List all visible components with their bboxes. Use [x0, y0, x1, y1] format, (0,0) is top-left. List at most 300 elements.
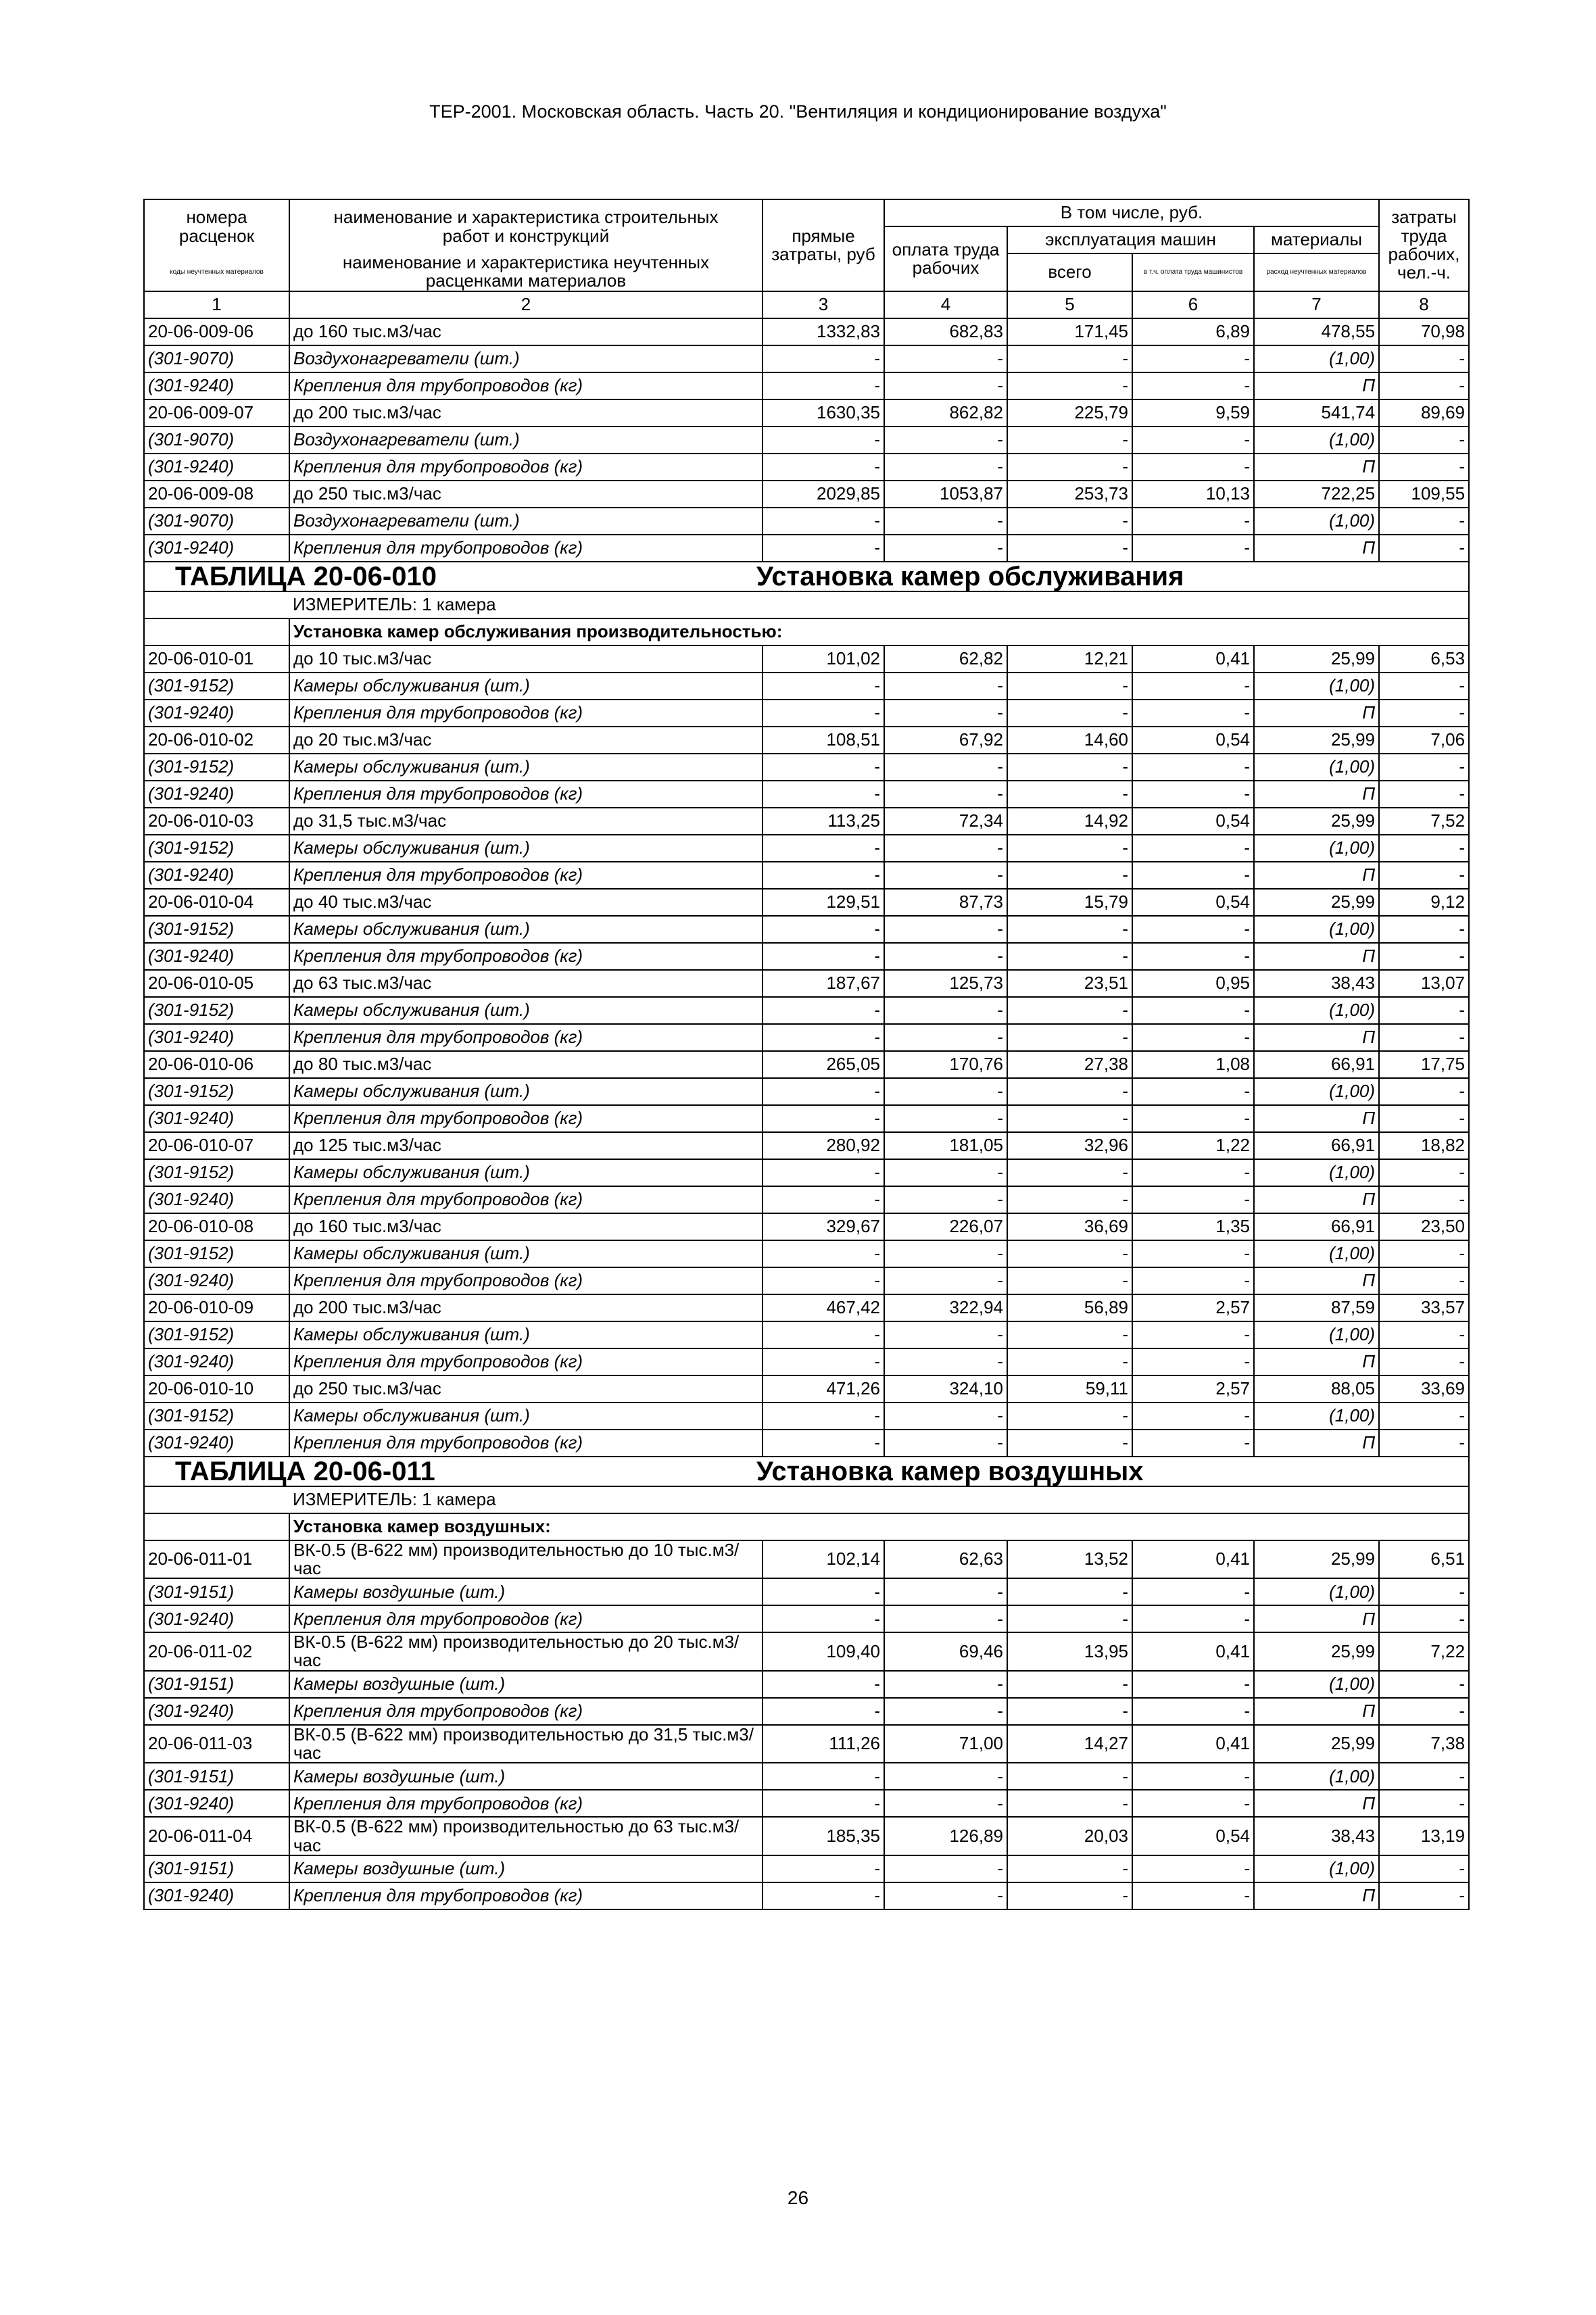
subtitle-label: Установка камер воздушных: — [289, 1513, 1469, 1540]
col-header-materials: материалы — [1254, 226, 1379, 253]
empty-value: - — [763, 1698, 884, 1725]
materials: 25,99 — [1254, 1632, 1379, 1671]
material-code: (301-9070) — [144, 345, 289, 372]
wages: 324,10 — [884, 1375, 1007, 1403]
material-qty: П — [1254, 700, 1379, 727]
empty-value: - — [763, 835, 884, 862]
material-qty: (1,00) — [1254, 1403, 1379, 1430]
material-name: Крепления для трубопроводов (кг) — [289, 535, 763, 562]
labor-hours: 13,19 — [1379, 1817, 1469, 1855]
empty-value: - — [1007, 1240, 1132, 1267]
labor-hours: 9,12 — [1379, 889, 1469, 916]
empty-value: - — [1007, 1159, 1132, 1186]
empty-value: - — [1379, 1430, 1469, 1457]
wages: 62,63 — [884, 1540, 1007, 1579]
rate-code: 20-06-011-03 — [144, 1725, 289, 1763]
material-row — [144, 862, 1469, 889]
material-row — [144, 1763, 1469, 1790]
material-name: Крепления для трубопроводов (кг) — [289, 1430, 763, 1457]
table-title: ТАБЛИЦА 20-06-011 — [175, 1456, 435, 1486]
operators-wages: 9,59 — [1132, 399, 1254, 427]
empty-value: - — [763, 1882, 884, 1909]
material-name: Крепления для трубопроводов (кг) — [289, 1024, 763, 1051]
machines-total: 15,79 — [1007, 889, 1132, 916]
material-code: (301-9240) — [144, 1605, 289, 1632]
table-20-06-010-rows — [144, 645, 1469, 1457]
direct-costs: 265,05 — [763, 1051, 884, 1078]
empty-value: - — [1379, 1240, 1469, 1267]
materials: 25,99 — [1254, 727, 1379, 754]
subtitle-row — [144, 618, 1469, 645]
empty-value: - — [1132, 535, 1254, 562]
material-code: (301-9151) — [144, 1671, 289, 1698]
empty-value: - — [1132, 1698, 1254, 1725]
rate-name: до 10 тыс.м3/час — [289, 645, 763, 673]
machines-total: 13,52 — [1007, 1540, 1132, 1579]
empty-value: - — [763, 1855, 884, 1882]
material-code: (301-9152) — [144, 916, 289, 943]
direct-costs: 185,35 — [763, 1817, 884, 1855]
empty-value: - — [763, 1186, 884, 1213]
empty-value: - — [1132, 1240, 1254, 1267]
wages: 71,00 — [884, 1725, 1007, 1763]
material-qty: (1,00) — [1254, 1159, 1379, 1186]
empty-value: - — [1379, 1790, 1469, 1817]
material-row — [144, 916, 1469, 943]
material-row — [144, 997, 1469, 1024]
section-header-20-06-011 — [144, 1457, 1469, 1486]
materials: 38,43 — [1254, 1817, 1379, 1855]
empty-value: - — [884, 1321, 1007, 1348]
material-qty: П — [1254, 372, 1379, 399]
material-qty: (1,00) — [1254, 1321, 1379, 1348]
empty-value: - — [763, 1105, 884, 1132]
empty-value: - — [1007, 1855, 1132, 1882]
empty-value: - — [884, 1698, 1007, 1725]
empty-value: - — [1132, 1159, 1254, 1186]
material-row — [144, 508, 1469, 535]
machines-total: 12,21 — [1007, 645, 1132, 673]
empty-value: - — [1007, 535, 1132, 562]
empty-value: - — [1132, 1430, 1254, 1457]
material-code: (301-9240) — [144, 1186, 289, 1213]
material-name: Камеры воздушные (шт.) — [289, 1763, 763, 1790]
empty-value: - — [1007, 1578, 1132, 1605]
material-code: (301-9240) — [144, 943, 289, 970]
rate-row — [144, 970, 1469, 997]
materials: 722,25 — [1254, 481, 1379, 508]
empty-value: - — [1132, 508, 1254, 535]
empty-value: - — [1007, 916, 1132, 943]
material-code: (301-9151) — [144, 1763, 289, 1790]
empty-value: - — [1132, 1882, 1254, 1909]
labor-hours: 109,55 — [1379, 481, 1469, 508]
rate-code: 20-06-009-07 — [144, 399, 289, 427]
rate-code: 20-06-010-05 — [144, 970, 289, 997]
rate-name: до 160 тыс.м3/час — [289, 1213, 763, 1240]
material-name: Камеры обслуживания (шт.) — [289, 916, 763, 943]
direct-costs: 187,67 — [763, 970, 884, 997]
rate-code: 20-06-011-01 — [144, 1540, 289, 1579]
machines-total: 32,96 — [1007, 1132, 1132, 1159]
material-code: (301-9151) — [144, 1578, 289, 1605]
operators-wages: 0,41 — [1132, 645, 1254, 673]
material-qty: П — [1254, 862, 1379, 889]
rate-row — [144, 1817, 1469, 1855]
rate-name: до 20 тыс.м3/час — [289, 727, 763, 754]
measure-row — [144, 591, 1469, 618]
page-header: ТЕР-2001. Московская область. Часть 20. "Вентиляция и кондиционирование воздуха" — [429, 101, 1167, 122]
material-name: Камеры обслуживания (шт.) — [289, 1159, 763, 1186]
material-name: Камеры обслуживания (шт.) — [289, 1321, 763, 1348]
material-row — [144, 1105, 1469, 1132]
material-code: (301-9070) — [144, 427, 289, 454]
machines-total: 253,73 — [1007, 481, 1132, 508]
empty-value: - — [1007, 1605, 1132, 1632]
labor-hours: 18,82 — [1379, 1132, 1469, 1159]
empty-value: - — [884, 862, 1007, 889]
machines-total: 56,89 — [1007, 1294, 1132, 1321]
rate-name: до 63 тыс.м3/час — [289, 970, 763, 997]
wages: 62,82 — [884, 645, 1007, 673]
material-code: (301-9240) — [144, 1790, 289, 1817]
empty-value: - — [763, 1430, 884, 1457]
empty-value: - — [884, 835, 1007, 862]
material-qty: (1,00) — [1254, 1078, 1379, 1105]
direct-costs: 101,02 — [763, 645, 884, 673]
empty-value: - — [1132, 1763, 1254, 1790]
empty-value: - — [1132, 1403, 1254, 1430]
col-header-unaccounted: наименование и характеристика неучтенных расценками материалов — [289, 253, 763, 291]
empty-value: - — [1379, 781, 1469, 808]
material-qty: (1,00) — [1254, 916, 1379, 943]
col-header-name: наименование и характеристика строительных работ и конструкций — [289, 199, 763, 253]
empty-value: - — [1379, 372, 1469, 399]
col-header-direct-costs: прямые затраты, руб — [763, 199, 884, 291]
direct-costs: 108,51 — [763, 727, 884, 754]
empty-value: - — [884, 997, 1007, 1024]
material-name: Крепления для трубопроводов (кг) — [289, 1186, 763, 1213]
subtitle-row — [144, 1513, 1469, 1540]
labor-hours: 33,69 — [1379, 1375, 1469, 1403]
material-name: Крепления для трубопроводов (кг) — [289, 1882, 763, 1909]
material-qty: (1,00) — [1254, 1671, 1379, 1698]
direct-costs: 1332,83 — [763, 318, 884, 345]
empty-value: - — [1379, 916, 1469, 943]
material-code: (301-9240) — [144, 1024, 289, 1051]
measure-label: ИЗМЕРИТЕЛЬ: 1 камера — [289, 591, 1469, 618]
empty-value: - — [763, 1403, 884, 1430]
direct-costs: 113,25 — [763, 808, 884, 835]
empty-value: - — [1379, 1882, 1469, 1909]
empty-value: - — [1132, 427, 1254, 454]
empty-value: - — [1132, 1267, 1254, 1294]
material-name: Крепления для трубопроводов (кг) — [289, 454, 763, 481]
empty-value: - — [763, 1763, 884, 1790]
material-qty: П — [1254, 1790, 1379, 1817]
material-row — [144, 427, 1469, 454]
empty-value: - — [1132, 1186, 1254, 1213]
materials: 88,05 — [1254, 1375, 1379, 1403]
rate-name: до 250 тыс.м3/час — [289, 1375, 763, 1403]
operators-wages: 2,57 — [1132, 1294, 1254, 1321]
empty-value: - — [884, 754, 1007, 781]
empty-value: - — [884, 454, 1007, 481]
rate-row — [144, 727, 1469, 754]
rate-name: до 31,5 тыс.м3/час — [289, 808, 763, 835]
section-header-20-06-010 — [144, 562, 1469, 591]
labor-hours: 6,51 — [1379, 1540, 1469, 1579]
empty-value: - — [1379, 862, 1469, 889]
material-name: Крепления для трубопроводов (кг) — [289, 862, 763, 889]
measure-row — [144, 1486, 1469, 1513]
material-code: (301-9240) — [144, 1882, 289, 1909]
empty-value: - — [1132, 1321, 1254, 1348]
empty-value: - — [763, 508, 884, 535]
empty-value: - — [1379, 427, 1469, 454]
empty-value: - — [763, 997, 884, 1024]
material-name: Камеры воздушные (шт.) — [289, 1578, 763, 1605]
material-name: Камеры обслуживания (шт.) — [289, 754, 763, 781]
material-qty: П — [1254, 454, 1379, 481]
operators-wages: 0,54 — [1132, 1817, 1254, 1855]
material-name: Воздухонагреватели (шт.) — [289, 345, 763, 372]
table-name: Установка камер воздушных — [756, 1456, 1144, 1486]
operators-wages: 0,54 — [1132, 889, 1254, 916]
empty-value: - — [1007, 1348, 1132, 1375]
table-title: ТАБЛИЦА 20-06-010 — [175, 561, 437, 591]
rate-name: до 200 тыс.м3/час — [289, 399, 763, 427]
empty-value: - — [1007, 673, 1132, 700]
empty-value: - — [1132, 1105, 1254, 1132]
rate-name: до 80 тыс.м3/час — [289, 1051, 763, 1078]
material-name: Крепления для трубопроводов (кг) — [289, 700, 763, 727]
empty-value: - — [884, 1605, 1007, 1632]
material-code: (301-9240) — [144, 1348, 289, 1375]
material-name: Воздухонагреватели (шт.) — [289, 427, 763, 454]
material-code: (301-9070) — [144, 508, 289, 535]
empty-value: - — [1007, 997, 1132, 1024]
direct-costs: 467,42 — [763, 1294, 884, 1321]
rate-name: ВК-0.5 (В-622 мм) производительностью до 31,5 тыс.м3/час — [289, 1725, 763, 1763]
empty-value: - — [763, 781, 884, 808]
empty-value: - — [1132, 754, 1254, 781]
material-name: Камеры обслуживания (шт.) — [289, 1078, 763, 1105]
empty-value: - — [763, 1240, 884, 1267]
rate-row — [144, 481, 1469, 508]
table-name: Установка камер обслуживания — [756, 561, 1184, 591]
materials: 66,91 — [1254, 1132, 1379, 1159]
material-row — [144, 1578, 1469, 1605]
empty-value: - — [1007, 1790, 1132, 1817]
rate-row — [144, 1132, 1469, 1159]
rate-code: 20-06-010-09 — [144, 1294, 289, 1321]
labor-hours: 7,06 — [1379, 727, 1469, 754]
material-row — [144, 454, 1469, 481]
labor-hours: 70,98 — [1379, 318, 1469, 345]
empty-value: - — [884, 700, 1007, 727]
empty-value: - — [1007, 943, 1132, 970]
empty-value: - — [884, 1882, 1007, 1909]
material-row — [144, 754, 1469, 781]
empty-value: - — [1132, 673, 1254, 700]
material-name: Камеры воздушные (шт.) — [289, 1671, 763, 1698]
material-name: Камеры обслуживания (шт.) — [289, 1240, 763, 1267]
empty-value: - — [1379, 1605, 1469, 1632]
material-code: (301-9152) — [144, 673, 289, 700]
material-name: Камеры воздушные (шт.) — [289, 1855, 763, 1882]
empty-value: - — [1132, 1671, 1254, 1698]
rate-name: до 250 тыс.м3/час — [289, 481, 763, 508]
rate-code: 20-06-010-08 — [144, 1213, 289, 1240]
wages: 126,89 — [884, 1817, 1007, 1855]
empty-value: - — [1379, 1348, 1469, 1375]
material-code: (301-9240) — [144, 700, 289, 727]
operators-wages: 2,57 — [1132, 1375, 1254, 1403]
empty-value: - — [1379, 700, 1469, 727]
material-row — [144, 345, 1469, 372]
measure-label: ИЗМЕРИТЕЛЬ: 1 камера — [289, 1486, 1469, 1513]
rate-row — [144, 1294, 1469, 1321]
machines-total: 27,38 — [1007, 1051, 1132, 1078]
material-row — [144, 700, 1469, 727]
empty-value: - — [884, 1790, 1007, 1817]
empty-value: - — [763, 754, 884, 781]
empty-value: - — [1132, 997, 1254, 1024]
empty-value: - — [884, 1024, 1007, 1051]
material-code: (301-9240) — [144, 1698, 289, 1725]
empty-value: - — [763, 535, 884, 562]
material-name: Крепления для трубопроводов (кг) — [289, 781, 763, 808]
table-20-06-011-rows — [144, 1540, 1469, 1909]
empty-value: - — [884, 427, 1007, 454]
wages: 322,94 — [884, 1294, 1007, 1321]
empty-value: - — [1007, 754, 1132, 781]
empty-value: - — [1007, 1763, 1132, 1790]
empty-value: - — [1007, 781, 1132, 808]
material-qty: П — [1254, 1605, 1379, 1632]
materials: 541,74 — [1254, 399, 1379, 427]
direct-costs: 1630,35 — [763, 399, 884, 427]
table-20-06-009-rows — [144, 318, 1469, 562]
material-qty: (1,00) — [1254, 1578, 1379, 1605]
empty-value: - — [1379, 1698, 1469, 1725]
rate-code: 20-06-010-02 — [144, 727, 289, 754]
operators-wages: 6,89 — [1132, 318, 1254, 345]
material-qty: П — [1254, 535, 1379, 562]
empty-value: - — [1379, 508, 1469, 535]
empty-value: - — [884, 1105, 1007, 1132]
material-qty: П — [1254, 1698, 1379, 1725]
material-code: (301-9152) — [144, 997, 289, 1024]
material-code: (301-9240) — [144, 454, 289, 481]
empty-value: - — [1007, 508, 1132, 535]
empty-value: - — [1132, 781, 1254, 808]
material-qty: П — [1254, 943, 1379, 970]
materials: 25,99 — [1254, 1725, 1379, 1763]
labor-hours: 7,52 — [1379, 808, 1469, 835]
direct-costs: 111,26 — [763, 1725, 884, 1763]
empty-value: - — [884, 943, 1007, 970]
material-code: (301-9240) — [144, 535, 289, 562]
direct-costs: 129,51 — [763, 889, 884, 916]
empty-value: - — [1132, 1578, 1254, 1605]
empty-value: - — [1379, 673, 1469, 700]
material-name: Крепления для трубопроводов (кг) — [289, 1698, 763, 1725]
materials: 478,55 — [1254, 318, 1379, 345]
material-code: (301-9152) — [144, 1078, 289, 1105]
empty-value: - — [884, 1078, 1007, 1105]
wages: 170,76 — [884, 1051, 1007, 1078]
material-name: Крепления для трубопроводов (кг) — [289, 1348, 763, 1375]
rate-row — [144, 318, 1469, 345]
col-header-machines-total: всего — [1007, 253, 1132, 291]
material-row — [144, 673, 1469, 700]
material-code: (301-9240) — [144, 1105, 289, 1132]
empty-value: - — [884, 535, 1007, 562]
empty-value: - — [1132, 1855, 1254, 1882]
empty-value: - — [1379, 835, 1469, 862]
materials: 66,91 — [1254, 1213, 1379, 1240]
material-name: Крепления для трубопроводов (кг) — [289, 1605, 763, 1632]
empty-value: - — [1132, 916, 1254, 943]
empty-value: - — [1379, 1078, 1469, 1105]
col-header-material-consumption: расход неучтенных материалов — [1254, 253, 1379, 291]
empty-value: - — [1007, 1186, 1132, 1213]
material-name: Крепления для трубопроводов (кг) — [289, 372, 763, 399]
material-qty: П — [1254, 1348, 1379, 1375]
material-row — [144, 1790, 1469, 1817]
empty-value: - — [884, 1763, 1007, 1790]
material-qty: (1,00) — [1254, 1240, 1379, 1267]
empty-value: - — [884, 372, 1007, 399]
empty-value: - — [884, 508, 1007, 535]
col-header-machines: эксплуатация машин — [1007, 226, 1254, 253]
wages: 67,92 — [884, 727, 1007, 754]
material-qty: (1,00) — [1254, 835, 1379, 862]
rate-name: ВК-0.5 (В-622 мм) производительностью до 10 тыс.м3/час — [289, 1540, 763, 1579]
machines-total: 13,95 — [1007, 1632, 1132, 1671]
rate-name: до 40 тыс.м3/час — [289, 889, 763, 916]
empty-value: - — [1132, 1348, 1254, 1375]
material-row — [144, 1348, 1469, 1375]
labor-hours: 7,22 — [1379, 1632, 1469, 1671]
material-name: Крепления для трубопроводов (кг) — [289, 1267, 763, 1294]
wages: 72,34 — [884, 808, 1007, 835]
material-row — [144, 1855, 1469, 1882]
material-code: (301-9240) — [144, 372, 289, 399]
direct-costs: 2029,85 — [763, 481, 884, 508]
material-code: (301-9240) — [144, 1267, 289, 1294]
empty-value: - — [763, 1348, 884, 1375]
material-code: (301-9152) — [144, 835, 289, 862]
empty-value: - — [1132, 1790, 1254, 1817]
rate-row — [144, 399, 1469, 427]
labor-hours: 33,57 — [1379, 1294, 1469, 1321]
material-qty: П — [1254, 1024, 1379, 1051]
material-qty: П — [1254, 1882, 1379, 1909]
machines-total: 23,51 — [1007, 970, 1132, 997]
empty-value: - — [1379, 1186, 1469, 1213]
material-code: (301-9152) — [144, 1159, 289, 1186]
wages: 181,05 — [884, 1132, 1007, 1159]
empty-value: - — [1007, 1321, 1132, 1348]
col-header-codes: номера расценок — [144, 199, 289, 253]
empty-value: - — [1379, 1159, 1469, 1186]
rate-row — [144, 1540, 1469, 1579]
material-code: (301-9152) — [144, 1403, 289, 1430]
empty-value: - — [884, 1403, 1007, 1430]
